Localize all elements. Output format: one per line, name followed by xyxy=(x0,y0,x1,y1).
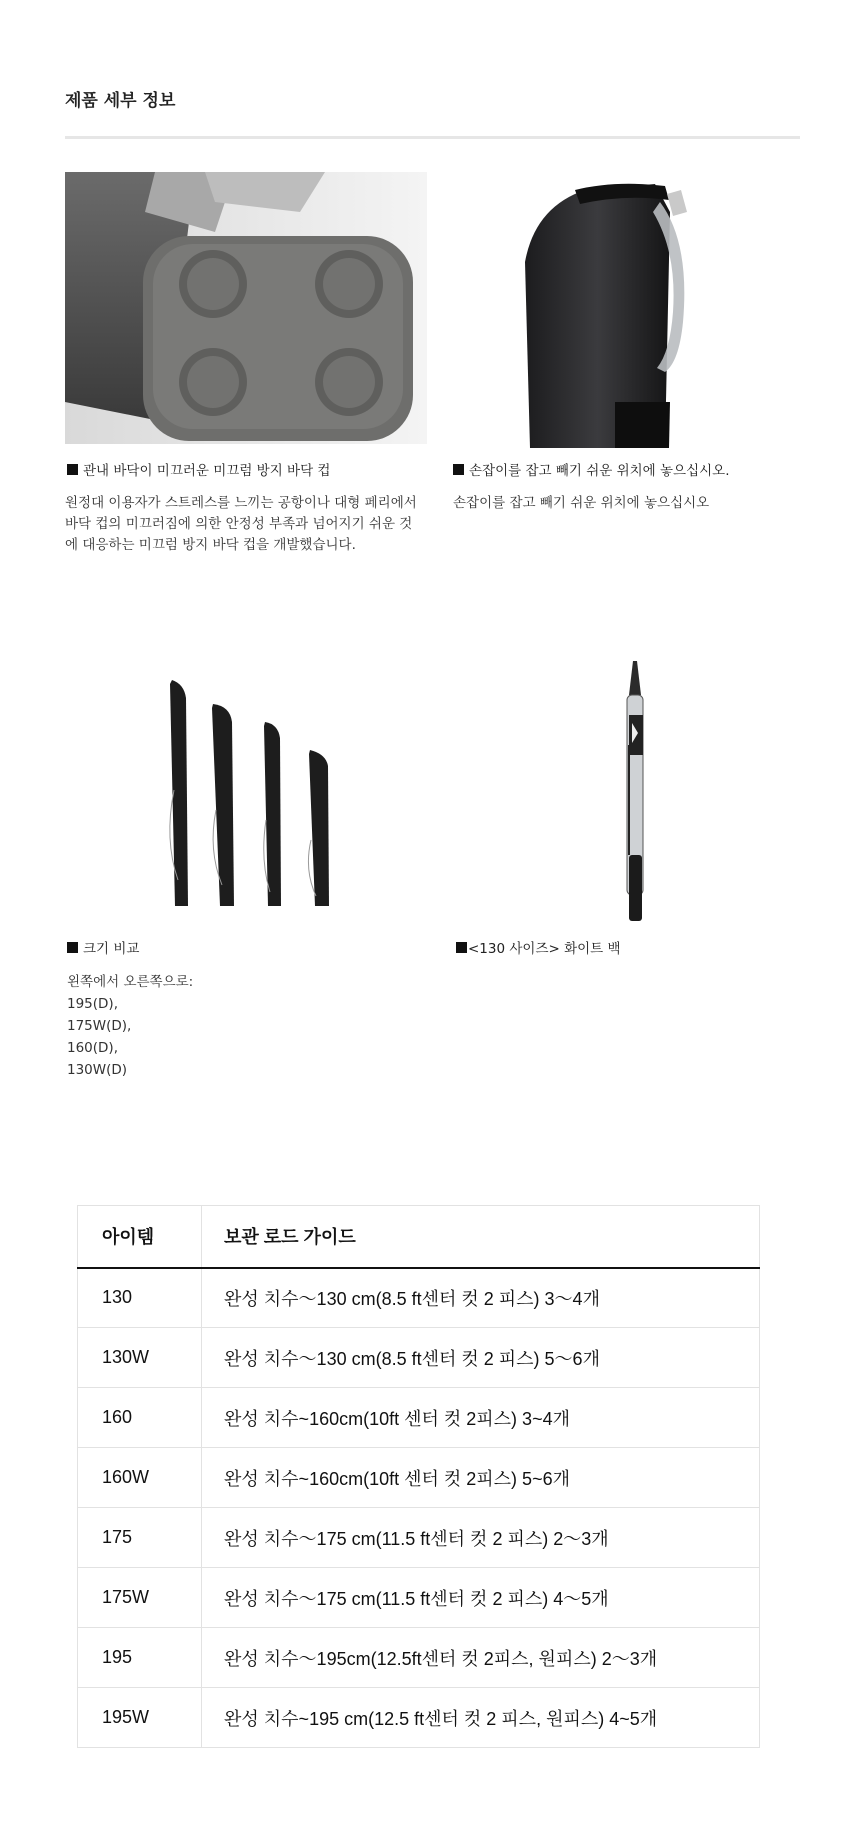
square-bullet-icon xyxy=(67,942,78,953)
item-cell: 130 xyxy=(78,1268,202,1328)
size-comparison-photo xyxy=(150,670,340,910)
square-bullet-icon xyxy=(453,464,464,475)
table-header-row xyxy=(78,1206,760,1268)
guide-cell: 완성 치수~195 cm(12.5 ft센터 컷 2 피스, 원피스) 4~5개 xyxy=(202,1688,760,1748)
header-item: 아이템 xyxy=(78,1206,202,1268)
item-cell: 195W xyxy=(78,1688,202,1748)
square-bullet-icon xyxy=(67,464,78,475)
feature-description-2: 손잡이를 잡고 빼기 쉬운 위치에 놓으십시오 xyxy=(453,495,710,511)
header-guide: 보관 로드 가이드 xyxy=(202,1206,760,1268)
feature-caption-3: 크기 비교 xyxy=(67,937,139,957)
item-cell: 160W xyxy=(78,1448,202,1508)
title-divider xyxy=(65,136,800,139)
feature-description-1: 원정대 이용자가 스트레스를 느끼는 공항이나 대형 페리에서 바닥 컵의 미끄러짐에 의한 안정성 부족과 넘어지기 쉬운 것 에 대응하는 미끄럼 방지 바닥 컵을 개발했습니다. xyxy=(65,495,417,553)
table-row xyxy=(78,1628,760,1688)
item-cell: 175 xyxy=(78,1508,202,1568)
table-row xyxy=(78,1328,760,1388)
guide-cell: 완성 치수~160cm(10ft 센터 컷 2피스) 5~6개 xyxy=(202,1448,760,1508)
white-bag-photo xyxy=(615,655,655,925)
feature-caption-1: 관내 바닥이 미끄러운 미끄럼 방지 바닥 컵 xyxy=(67,459,330,479)
guide-cell: 완성 치수～175 cm(11.5 ft센터 컷 2 피스) 2～3개 xyxy=(202,1508,760,1568)
table-row xyxy=(78,1688,760,1748)
non-slip-bottom-cup-photo xyxy=(65,172,427,444)
guide-cell: 완성 치수～195cm(12.5ft센터 컷 2피스, 원피스) 2～3개 xyxy=(202,1628,760,1688)
feature-caption-2: 손잡이를 잡고 빼기 쉬운 위치에 놓으십시오. xyxy=(453,459,730,479)
feature-description-3: 왼쪽에서 오른쪽으로: 195(D), 175W(D), 160(D), 130W(D) xyxy=(67,974,194,1078)
item-cell: 175W xyxy=(78,1568,202,1628)
item-cell: 130W xyxy=(78,1328,202,1388)
page-title: 제품 세부 정보 xyxy=(65,91,176,111)
table-row xyxy=(78,1268,760,1328)
table-row xyxy=(78,1388,760,1448)
square-bullet-icon xyxy=(456,942,467,953)
guide-cell: 완성 치수~160cm(10ft 센터 컷 2피스) 3~4개 xyxy=(202,1388,760,1448)
guide-cell: 완성 치수～175 cm(11.5 ft센터 컷 2 피스) 4～5개 xyxy=(202,1568,760,1628)
handle-position-photo xyxy=(455,172,800,448)
rod-storage-guide-table xyxy=(77,1205,760,1748)
item-cell: 160 xyxy=(78,1388,202,1448)
item-cell: 195 xyxy=(78,1628,202,1688)
table-row xyxy=(78,1568,760,1628)
table-row xyxy=(78,1448,760,1508)
guide-cell: 완성 치수～130 cm(8.5 ft센터 컷 2 피스) 3～4개 xyxy=(202,1268,760,1328)
table-row xyxy=(78,1508,760,1568)
feature-caption-4: <130 사이즈> 화이트 백 xyxy=(456,937,621,957)
guide-cell: 완성 치수～130 cm(8.5 ft센터 컷 2 피스) 5～6개 xyxy=(202,1328,760,1388)
